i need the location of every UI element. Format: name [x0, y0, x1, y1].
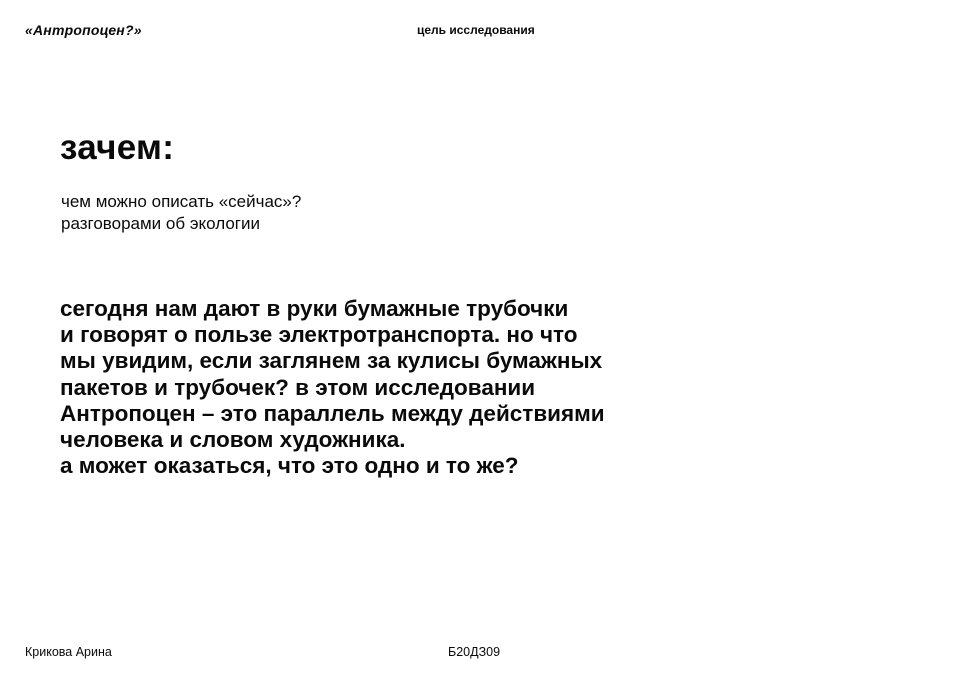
- subtitle-line: разговорами об экологии: [61, 214, 260, 233]
- footer-group-code: Б20ДЗ09: [448, 645, 501, 659]
- body-line: и говорят о пользе электротранспорта. но что: [60, 322, 578, 348]
- body-line: человека и словом художника.: [60, 427, 406, 453]
- body-line: а может оказаться, что это одно и то же?: [60, 453, 519, 479]
- header-section-title: цель исследования: [417, 23, 535, 37]
- subtitle-line: чем можно описать «сейчас»?: [61, 192, 302, 211]
- body-line: мы увидим, если заглянем за кулисы бумажных: [60, 348, 603, 374]
- body-line: пакетов и трубочек? в этом исследовании: [60, 374, 536, 400]
- header-project-title: «Антропоцен?»: [25, 22, 142, 38]
- footer-author: Крикова Арина: [25, 645, 112, 659]
- body-paragraph: [60, 296, 605, 479]
- subtitle-block: [61, 191, 301, 235]
- body-line: сегодня нам дают в руки бумажные трубочки: [60, 296, 569, 321]
- body-line: Антропоцен – это параллель между действиями: [60, 400, 605, 426]
- page-title: зачем:: [60, 128, 175, 167]
